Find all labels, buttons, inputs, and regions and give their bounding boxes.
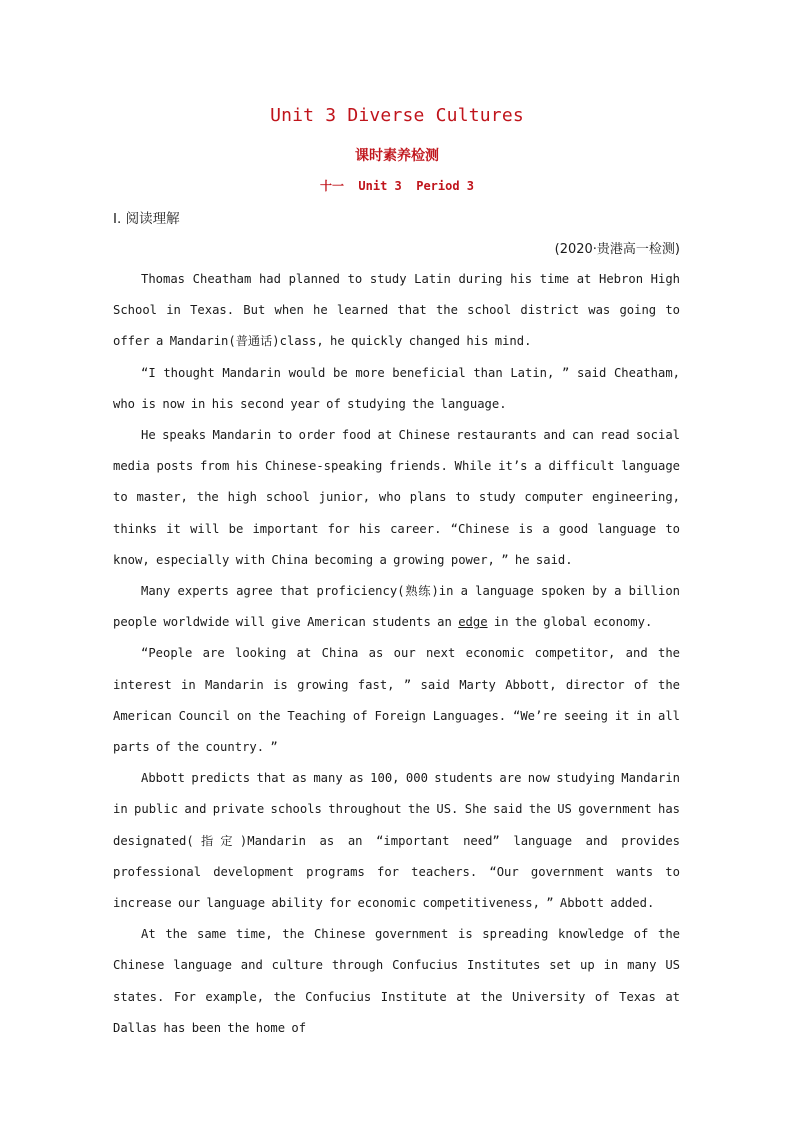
paragraph: “People are looking at China as our next economic competitor, and the interest in Mandarin is growing fast, ” said Marty Abbott, director of the American Council on the Teaching of Foreign Languages. “We’re seeing it in all parts of the country. ” <box>113 646 680 755</box>
page-subtitle: 课时素养检测 <box>355 148 439 164</box>
period-line: 十一 Unit 3 Period 3 <box>319 179 475 193</box>
passage-body <box>113 264 680 1044</box>
page-title: Unit 3 Diverse Cultures <box>270 105 524 126</box>
section-heading: Ⅰ. 阅读理解 <box>113 211 180 227</box>
paragraph: “I thought Mandarin would be more beneficial than Latin, ” said Cheatham, who is now in his second year of studying the language. <box>113 365 680 411</box>
paragraph: Abbott predicts that as many as 100, 000 students are now studying Mandarin in public and private schools throughout the US. She said the US government has designated(指定)Mandarin as an “important need” language and provides professional development programs for teachers. “Our government wants to increase our language ability for economic competitiveness, ” Abbott added. <box>113 771 680 911</box>
paragraph-text: in the global economy. <box>487 615 653 630</box>
paragraph: At the same time, the Chinese government is spreading knowledge of the Chinese language and culture through Confucius Institutes set up in many US states. For example, the Confucius Institute at the University of Texas at Dallas has been the home of <box>113 927 680 1035</box>
paragraph: Thomas Cheatham had planned to study Latin during his time at Hebron High School in Texas. But when he learned that the school district was going to offer a Mandarin(普通话)class, he quickly changed his mind. <box>113 272 680 349</box>
paragraph <box>113 576 680 638</box>
paragraph: He speaks Mandarin to order food at Chinese restaurants and can read social media posts from his Chinese-speaking friends. While it’s a difficult language to master, the high school junior, who plans to study computer engineering, thinks it will be important for his career. “Chinese is a good language to know, especially with China becoming a growing power, ” he said. <box>113 428 680 567</box>
underlined-word: edge <box>458 615 488 630</box>
source-note: (2020·贵港高一检测) <box>554 242 680 257</box>
paragraph-text: Many experts agree that proficiency(熟练)in a language spoken by a billion people worldwide will give American students an <box>113 584 680 630</box>
